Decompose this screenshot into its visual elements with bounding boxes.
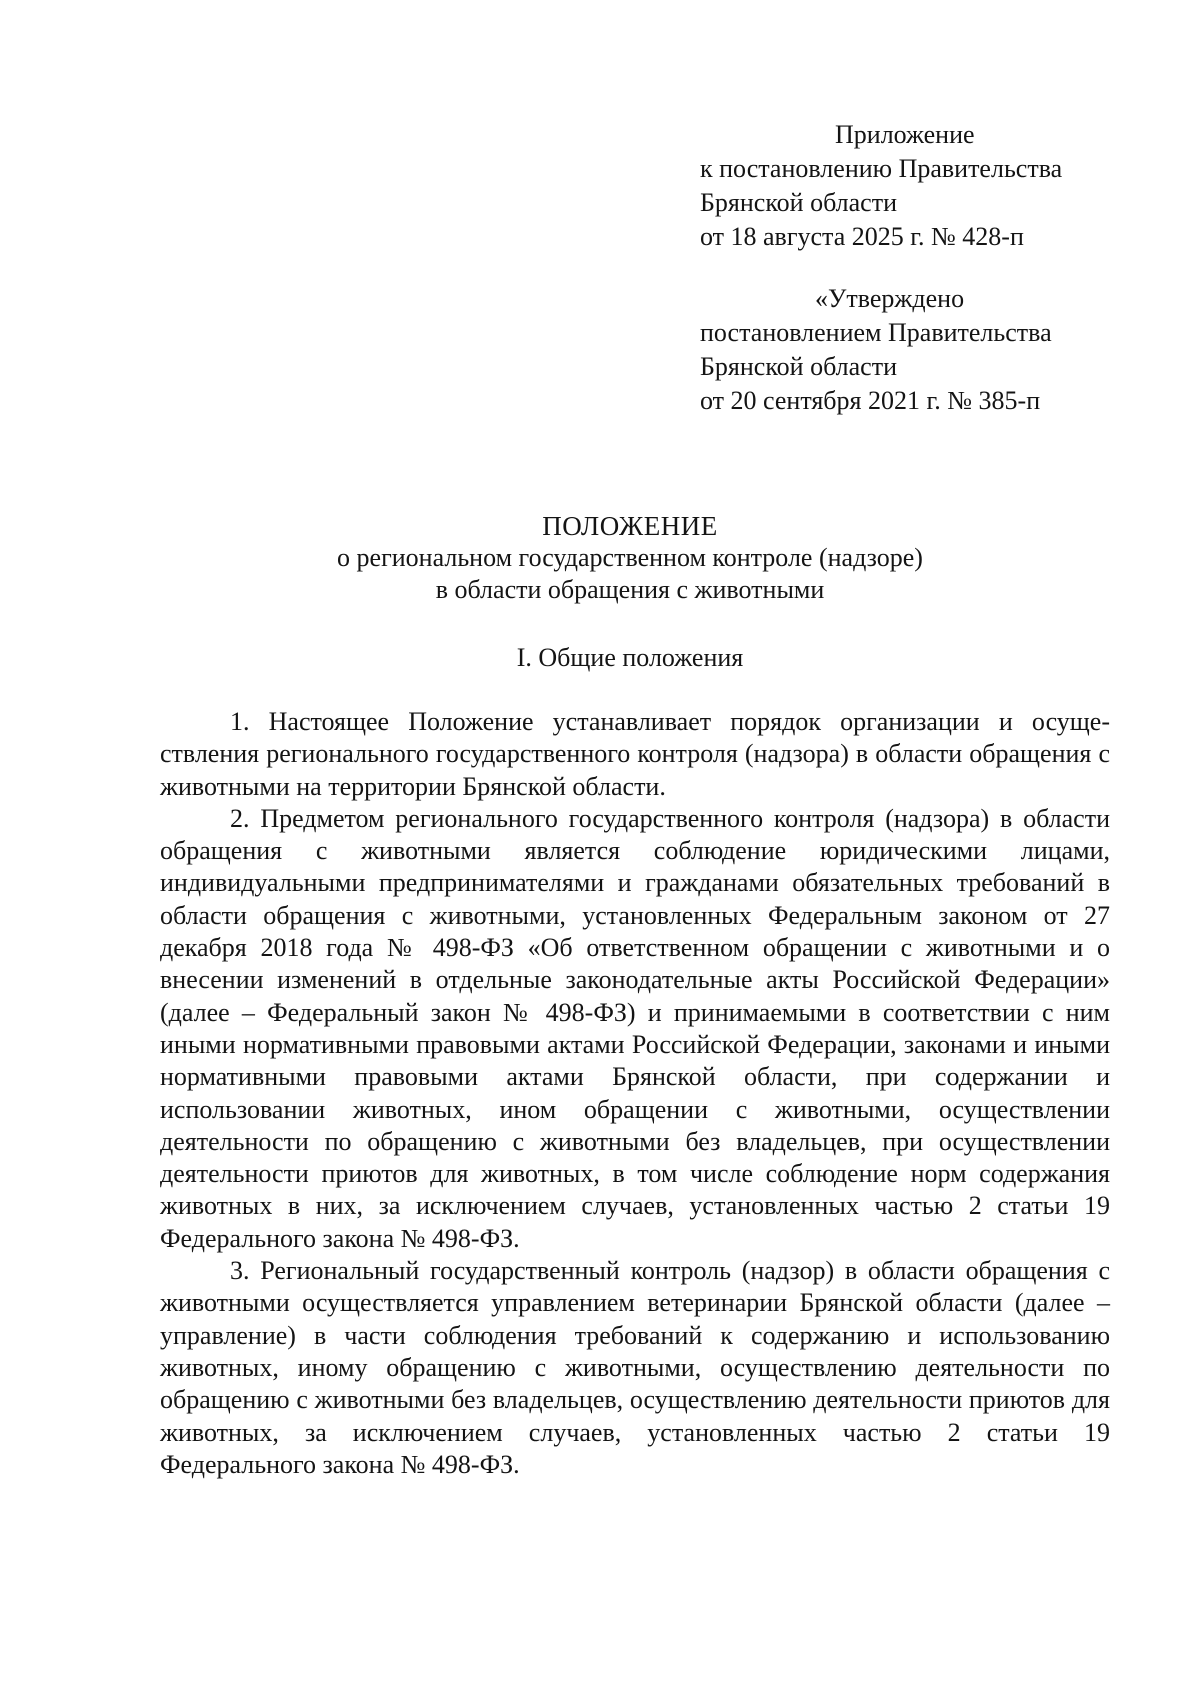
approved-region: Брянской области [700,352,897,381]
title-main: ПОЛОЖЕНИЕ [542,511,718,541]
appendix-title: Приложение [835,120,975,149]
section-body [160,706,1110,1481]
title-subtitle-2: в области обращения с животными [435,575,825,604]
approved-label: «Утверждено [815,284,965,313]
appendix-resolution: к постановлению Правительства [700,154,1063,183]
appendix-header [700,118,1120,254]
paragraph-1: 1. Настоящее Положение устанавливает порядок организации и осуществления регионального государственного контроля (надзора) в области обращения с животными на территории Брянской области. [160,707,1110,801]
appendix-region: Брянской области [700,188,897,217]
paragraph-2: 2. Предметом регионального государственного контроля (надзора) в области обращения с животными является соблюдение юридическими лицами, индивидуальными предпринимателями и гражданами обязательных требований в области обращения с животными, установленных Федеральным законом от 27 декабря 2018 года № 498-ФЗ «Об ответственном обращении с животными и о внесении изменений в отдельные законодательные акты Российской Федерации» (далее – Федеральный закон № 498-ФЗ) и принимаемыми в соответствии с ним иными нормативными правовыми актами Российской Федерации, законами и иными нормативными правовыми актами Брянской области, при содержании и использовании животных, ином обращении с животными, осуществлении деятельности по обращению с животными без владельцев, при осуществлении деятельности приютов для животных, в том числе соблюдение норм содержания животных в них, за исключением случаев, установленных частью 2 статьи 19 Федерального закона № 498-ФЗ. [160,803,1110,1253]
paragraph-3: 3. Региональный государственный контроль (надзор) в области обращения с животными осуществляется управлением ветеринарии Брянской области (далее – управление) в части соблюдения требований к содержанию и использованию животных, иному обращению с животными, осуществлению деятельности по обращению с животными без владельцев, осуществлению деятельности приютов для животных, за исключением случаев, установленных частью 2 статьи 19 Федерального закона № 498-ФЗ. [160,1256,1110,1479]
title-subtitle-1: о региональном государственном контроле (надзоре) [337,543,923,572]
appendix-date-number: от 18 августа 2025 г. № 428-п [700,222,1024,251]
document-title [150,510,1110,606]
approval-stamp-text [700,282,1120,418]
approved-date-number: от 20 сентября 2021 г. № 385-п [700,386,1041,415]
section-heading: I. Общие положения [516,643,744,672]
approved-resolution: постановлением Правительства [700,318,1052,347]
